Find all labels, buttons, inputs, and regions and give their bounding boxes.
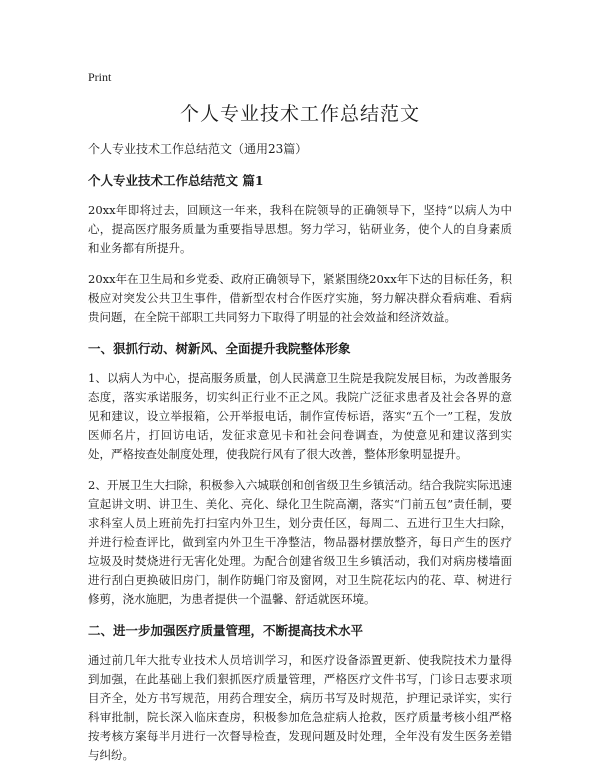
document-title: 个人专业技术工作总结范文	[179, 103, 420, 125]
document-subtitle: 个人专业技术工作总结范文（通用23篇）	[88, 142, 308, 156]
print-link[interactable]: Print	[88, 70, 112, 84]
heading-two: 二、进一步加强医疗质量管理，不断提高技术水平	[88, 623, 364, 638]
paragraph-quality: 通过前几年大批专业技术人员培训学习，和医疗设备添置更新、使我院技术力量得到加强，在此基础上我们狠抓医疗质量管理，严格医疗文件书写，门诊日志要求项目齐全，处方书写规范，用药合理安全，病历书写及时规范，护理记录详实，实行科审批制，院长深入临床查房，积极参加危急症病人抢救，医疗质量考核小组严格按考核方案每半月进行一次督导检查，发现问题及时处理，全年没有发生医务差错与纠纷。	[88, 653, 512, 762]
paragraph-sanitation: 2、开展卫生大扫除，积极参入六城联创和创省级卫生乡镇活动。结合我院实际迅速宣起讲文明、讲卫生、美化、亮化、绿化卫生院高潮，落实“门前五包”责任制，要求科室人员上班前先打扫室内外卫生，划分责任区，每周二、五进行卫生大扫除，并进行检查评比，做到室内外卫生干净整洁，物品器材摆放整齐，每日产生的医疗垃圾及时焚烧进行无害化处理。为配合创建省级卫生乡镇活动，我们对病房楼墙面进行刮白更换破旧房门，制作防蝇门帘及窗网，对卫生院花坛内的花、草、树进行修剪，浇水施肥，为患者提供一个温馨、舒适就医环境。	[88, 478, 512, 606]
heading-one: 一、狠抓行动、树新风、全面提升我院整体形象	[88, 341, 351, 356]
paragraph-intro: 20xx年即将过去，回顾这一年来，我科在院领导的正确领导下，坚持“以病人为中心，提高医疗服务质量为重要指导思想。努力学习，钻研业务，使个人的自身素质和业务都有所提升。	[88, 203, 512, 255]
paragraph-overview: 20xx年在卫生局和乡党委、政府正确领导下，紧紧围绕20xx年下达的目标任务，积极应对突发公共卫生事件，借新型农村合作医疗实施，努力解决群众看病难、看病贵问题，在全院干部职工共同努力下取得了明显的社会效益和经济效益。	[88, 272, 512, 324]
paragraph-service: 1、以病人为中心，提高服务质量，创人民满意卫生院是我院发展目标，为改善服务态度，落实承诺服务，切实纠正行业不正之风。我院广泛征求患者及社会各界的意见和建议，设立举报箱，公开举报电话，制作宣传标语，落实“五个一”工程，发放医师名片，打回访电话，发征求意见卡和社会问卷调查，为使意见和建议落到实处，严格按查处制度处理，使我院行风有了很大改善，整体形象明显提升。	[88, 371, 512, 461]
section-title: 个人专业技术工作总结范文 篇1	[88, 173, 264, 188]
